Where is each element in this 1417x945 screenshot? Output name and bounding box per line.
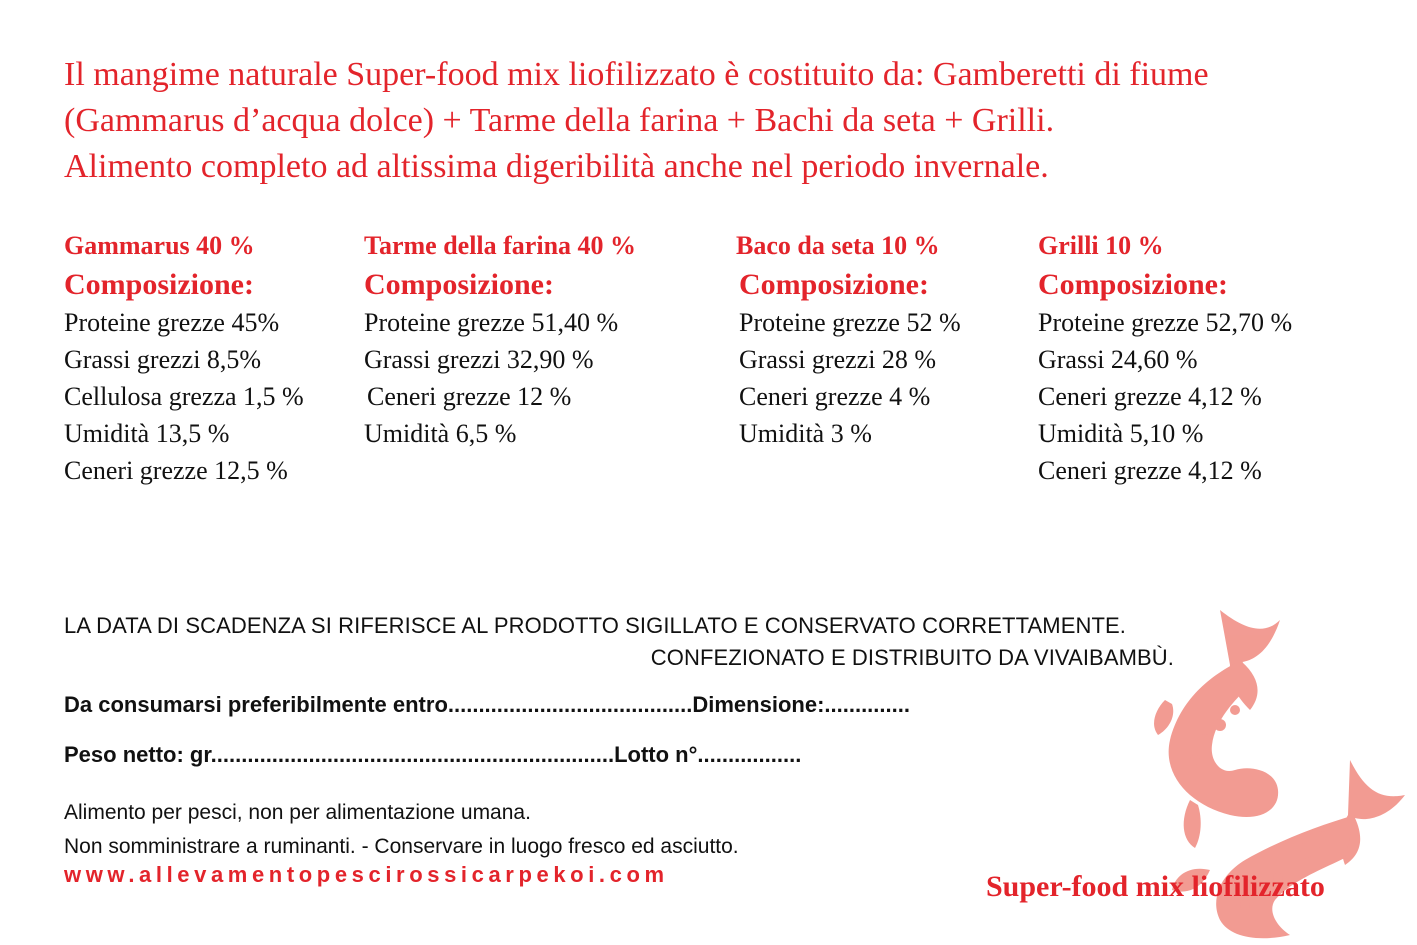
column-heading: Tarme della farina 40 %	[364, 231, 637, 260]
expiry-size-field: Da consumarsi preferibilmente entro........................................Dimensione:..............	[64, 692, 910, 717]
column-heading: Gammarus 40 %	[64, 231, 255, 260]
column-subheading: Composizione:	[364, 268, 554, 301]
composition-row: Umidità 13,5 %	[64, 419, 230, 448]
composition-row: Proteine grezze 51,40 %	[364, 308, 619, 337]
composition-row: Cellulosa grezza 1,5 %	[64, 382, 304, 411]
notice-line-1: LA DATA DI SCADENZA SI RIFERISCE AL PRODOTTO SIGILLATO E CONSERVATO CORRETTAMENTE.	[64, 613, 1126, 638]
composition-column-grilli	[1038, 230, 1292, 489]
composition-row: Grassi grezzi 28 %	[739, 345, 937, 374]
composition-row: Ceneri grezze 4 %	[739, 382, 931, 411]
column-subheading: Composizione:	[1038, 268, 1228, 301]
composition-row: Grassi grezzi 8,5%	[64, 345, 262, 374]
composition-column-tarme	[364, 230, 636, 452]
product-name: Super-food mix liofilizzato	[986, 870, 1325, 903]
composition-column-baco	[736, 230, 961, 452]
composition-row: Ceneri grezze 12,5 %	[64, 456, 288, 485]
intro-line-3: Alimento completo ad altissima digeribilità anche nel periodo invernale.	[64, 148, 1049, 185]
column-heading: Grilli 10 %	[1038, 231, 1164, 260]
composition-row: Proteine grezze 52 %	[739, 308, 961, 337]
column-heading: Baco da seta 10 %	[736, 231, 940, 260]
intro-text	[64, 52, 1404, 190]
composition-row: Umidità 6,5 %	[364, 419, 517, 448]
composition-row: Grassi grezzi 32,90 %	[364, 345, 594, 374]
website-link[interactable]: www.allevamentopescirossicarpekoi.com	[64, 862, 669, 887]
composition-row: Ceneri grezze 4,12 %	[1038, 456, 1262, 485]
intro-line-1: Il mangime naturale Super-food mix liofilizzato è costituito da: Gamberetti di fiume	[64, 56, 1209, 93]
legal-notes	[64, 796, 739, 864]
composition-row: Ceneri grezze 12 %	[367, 382, 572, 411]
composition-row: Proteine grezze 52,70 %	[1038, 308, 1293, 337]
legal-line-1: Alimento per pesci, non per alimentazione umana.	[64, 801, 531, 824]
column-subheading: Composizione:	[739, 268, 929, 301]
composition-row: Ceneri grezze 4,12 %	[1038, 382, 1262, 411]
legal-line-2: Non somministrare a ruminanti. - Conservare in luogo fresco ed asciutto.	[64, 835, 739, 858]
notice-line-2: CONFEZIONATO E DISTRIBUITO DA VIVAIBAMBÙ.	[650, 645, 1174, 670]
composition-row: Proteine grezze 45%	[64, 308, 280, 337]
composition-row: Grassi 24,60 %	[1038, 345, 1198, 374]
expiry-notice	[64, 610, 1214, 674]
composition-row: Umidità 3 %	[739, 419, 872, 448]
intro-line-2: (Gammarus d’acqua dolce) + Tarme della farina + Bachi da seta + Grilli.	[64, 102, 1055, 139]
composition-row: Umidità 5,10 %	[1038, 419, 1204, 448]
column-subheading: Composizione:	[64, 268, 254, 301]
composition-column-gammarus	[64, 230, 304, 489]
weight-lot-field: Peso netto: gr..................................................................Lotto n°.................	[64, 742, 802, 767]
